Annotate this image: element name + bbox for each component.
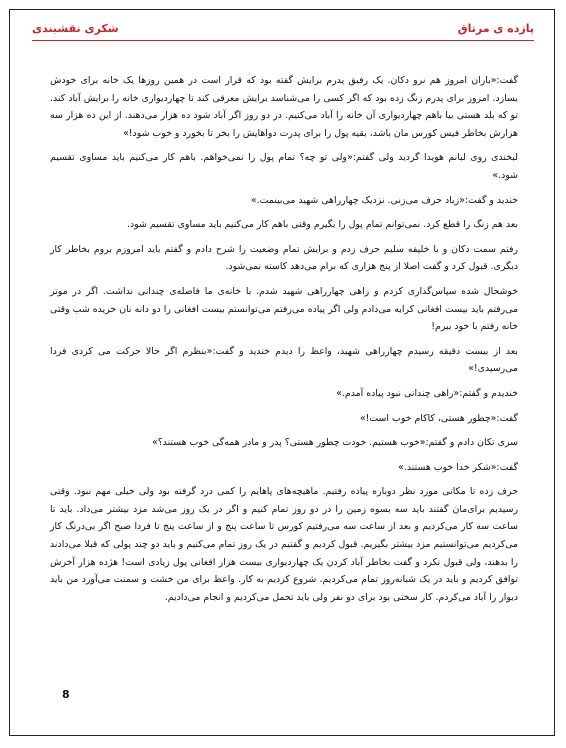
paragraph: سری تکان دادم و گفتم:«خوب هستیم. خودت چطور هستی؟ پدر و مادر همه‌گی خوب هستند؟» — [151, 437, 518, 449]
paragraph: بعد هم زنگ را قطع کرد. نمی‌توانم تمام پول را بگیرم وقتی باهم کار می‌کنیم باید مساوی تقسیم شود. — [127, 219, 518, 231]
paragraph: رفتم سمت دکان و با خلیفه سلیم حرف زدم و برایش تمام وضعیت را شرح دادم و گفتم باید امروزم بروم بخاطر کار دیگری. قبول کرد و گفت اصلا از پنج هزاری که برام می‌دهد کاسته نمی‌شود. — [50, 243, 518, 273]
paragraph: خوشحال شده سپاس‌گذاری کردم و راهی چهارراهی شهید شدم. با خانه‌ی ما فاصله‌ی چندانی نداشت. اگر در موتر می‌رفتم باید بیست افغانی کرایه می‌دادم ولی اگر پیاده می‌رفتم می‌توانستم بیست افغانی را دو دانه نان خریده شب وقتی خانه رفتم با خود ببرم! — [50, 285, 518, 333]
paragraph: خندید و گفت:«زیاد حرف می‌زنی. نزدیک چهارراهی شهید می‌بینمت.» — [250, 194, 518, 206]
book-title: پازده ی مرتاق — [457, 22, 534, 35]
author-name: شکری نقشبندی — [32, 22, 119, 35]
paragraph: خندیدم و گفتم:«راهی چندانی نبود پیاده آمدم.» — [336, 387, 518, 399]
paragraph: بعد از بیست دقیقه رسیدم چهارراهی شهید، واعظ را دیدم خندید و گفت:«بنظرم اگر حالا حرکت می کردی فردا می‌رسیدی!» — [50, 345, 518, 375]
body-text — [50, 72, 518, 613]
paragraph: گفت:«باران امروز هم نرو دکان. یک رفیق پدرم برایش گفته بود که قرار است در همین روزها یک خانه برای خودش بسازد. امروز برای پدرم زنگ زده بود که اگر کسی را می‌شناسد برایش معرفی کند تا چهاردیواری خانه را برایش آباد کند. تو که بلد هستی بیا باهم چهاردیواری آن خانه را آباد می‌کنیم. در دو روز اگر آباد شود ده هزار می‌دهند. از این ده هزار سه هزارش بخاطر فیس کورس مان باشد، بقیه پول را برای پدرت دواهایش را بخر تا بخورد و خوب شود!» — [50, 75, 518, 139]
page-header — [32, 18, 534, 40]
paragraph: حرف زده تا مکانی مورد نظر دوباره پیاده رفتیم. ماهیچه‌های پاهایم را کمی درد گرفته بود ولی خیلی مهم نبود. وقتی رسیدیم برای‌مان گفتند باید سه بسوه زمین را در دو روز تمام کنیم و اگر در یک روز می‌شد مزد بیشتر می‌داد. باید تا ساعت سه کار می‌کردیم و بعد از ساعت سه می‌رفتیم کورس تا ساعت پنج و از ساعت پنج تا فردا صبح اگر بی‌درنگ کار می‌کردیم می‌توانستیم مزد بیشتر بگیریم. قبول کردیم و گفتیم در یک روز تمام می‌کنیم و باید دو چند پولی که قبلا می‌دادند را بدهند، ولی قبول نکرد و گفت بخاطر آباد کردن یک چهاردیواری بیست هزار افغانی پول زیادی است! هژده هزار آخرش توافق کردیم و باید در یک شبانه‌روز تمام می‌کردیم. شروع کردیم به کار. واعظ برای من خشت و سمنت می‌آورد من باید دیوار را آباد می‌کردم. کار سختی بود برای دو نفر ولی باید تحمل می‌کردیم و انجام می‌دادیم. — [50, 486, 518, 603]
paragraph: لبخندی روی لبانم هویدا گردید ولی گفتم:«ولی تو چه؟ تمام پول را نمی‌خواهم. باهم کار می‌کنیم باید مساوی تقسیم شود.» — [50, 152, 518, 181]
page-number: 8 — [62, 688, 70, 701]
paragraph: گفت:«چطور هستی، کاکام خوب است!» — [359, 412, 518, 424]
header-divider — [32, 40, 534, 41]
paragraph: گفت:«شکر خدا خوب هستند.» — [398, 461, 518, 473]
